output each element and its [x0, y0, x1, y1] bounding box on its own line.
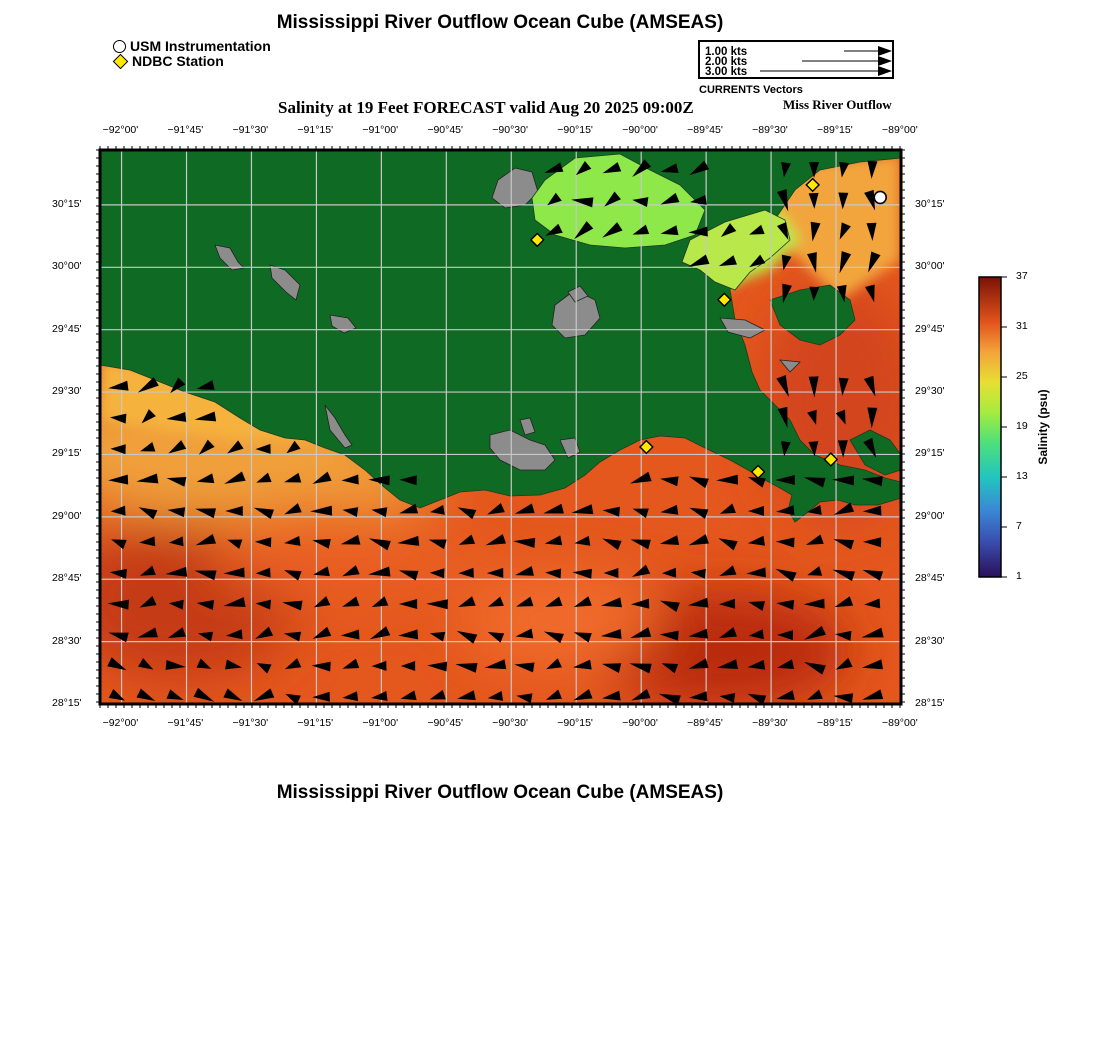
lon-label-bottom: −92°00' [102, 717, 139, 729]
lon-label-top: −92°00' [102, 124, 139, 136]
lat-label-right: 28°45' [915, 572, 945, 585]
lat-label-right: 30°15' [915, 197, 945, 210]
lat-label-left: 29°30' [52, 385, 82, 398]
lon-label-top: −91°00' [362, 124, 399, 136]
lon-label-top: −91°45' [167, 124, 204, 136]
lat-label-right: 29°30' [915, 385, 945, 398]
vector-key-caption: CURRENTS Vectors [699, 84, 803, 96]
colorbar-tick-label: 25 [1016, 370, 1028, 382]
vector-key-label-3: 3.00 kts [705, 66, 748, 78]
lon-label-bottom: −89°45' [687, 717, 723, 729]
lat-label-left: 29°45' [52, 322, 82, 335]
lon-label-bottom: −91°00' [362, 717, 399, 729]
lat-label-left: 29°00' [52, 509, 82, 522]
colorbar-tick-label: 37 [1016, 270, 1028, 282]
colorbar-label: Salinity (psu) [1036, 389, 1050, 465]
lon-label-top: −89°45' [687, 124, 723, 136]
lon-label-top: −91°15' [297, 124, 334, 136]
map-title: Mississippi River Outflow Ocean Cube (AMSEAS) [276, 12, 724, 33]
lon-label-top: −90°00' [622, 124, 658, 136]
colorbar-ticks [1001, 277, 1007, 577]
lon-label-bottom: −90°00' [622, 717, 658, 729]
colorbar-tick-label: 19 [1016, 420, 1028, 432]
colorbar-tick-label: 1 [1016, 570, 1022, 582]
lat-label-right: 30°00' [915, 260, 945, 273]
lon-label-top: −90°15' [557, 124, 593, 136]
lon-label-bottom: −90°15' [557, 717, 593, 729]
lat-label-left: 28°30' [52, 634, 82, 647]
lat-label-left: 28°15' [52, 697, 82, 709]
vector-key-label-1: 1.00 kts [705, 46, 748, 58]
lon-label-bottom: −89°15' [817, 717, 853, 729]
lat-label-right: 29°00' [915, 509, 945, 522]
lat-label-right: 29°15' [915, 447, 945, 460]
lat-label-right: 28°30' [915, 634, 945, 647]
lon-label-top: −89°15' [817, 124, 853, 136]
lat-label-right: 28°15' [915, 697, 945, 709]
bottom-title: Mississippi River Outflow Ocean Cube (AMSEAS) [276, 782, 724, 803]
colorbar [979, 277, 1001, 577]
lon-label-top: −90°30' [492, 124, 528, 136]
colorbar-tick-label: 31 [1016, 320, 1028, 332]
lon-label-bottom: −89°00' [882, 717, 918, 729]
colorbar-tick-label: 7 [1016, 520, 1022, 532]
lat-label-right: 29°45' [915, 322, 945, 335]
lon-label-top: −89°00' [882, 124, 918, 136]
lon-label-bottom: −91°45' [167, 717, 204, 729]
lon-label-bottom: −91°30' [232, 717, 269, 729]
lat-label-left: 29°15' [52, 447, 82, 460]
legend-ndbc-label: NDBC Station [132, 53, 224, 69]
lat-label-left: 30°00' [52, 260, 82, 273]
lon-label-top: −91°30' [232, 124, 269, 136]
lon-label-bottom: −90°30' [492, 717, 528, 729]
miss-river-outflow-label: Miss River Outflow [783, 97, 892, 112]
lon-label-top: −90°45' [427, 124, 464, 136]
vector-key-label-2: 2.00 kts [705, 56, 748, 68]
legend-usm-label: USM Instrumentation [130, 38, 271, 54]
lon-label-top: −89°30' [752, 124, 788, 136]
lon-label-bottom: −89°30' [752, 717, 788, 729]
lon-label-bottom: −90°45' [427, 717, 464, 729]
lat-label-left: 28°45' [52, 572, 82, 585]
map-subtitle: Salinity at 19 Feet FORECAST valid Aug 20 2025 09:00Z [278, 98, 694, 117]
lon-label-bottom: −91°15' [297, 717, 334, 729]
usm-instrument-marker[interactable] [874, 191, 886, 203]
colorbar-tick-label: 13 [1016, 470, 1028, 482]
lat-label-left: 30°15' [52, 197, 82, 210]
